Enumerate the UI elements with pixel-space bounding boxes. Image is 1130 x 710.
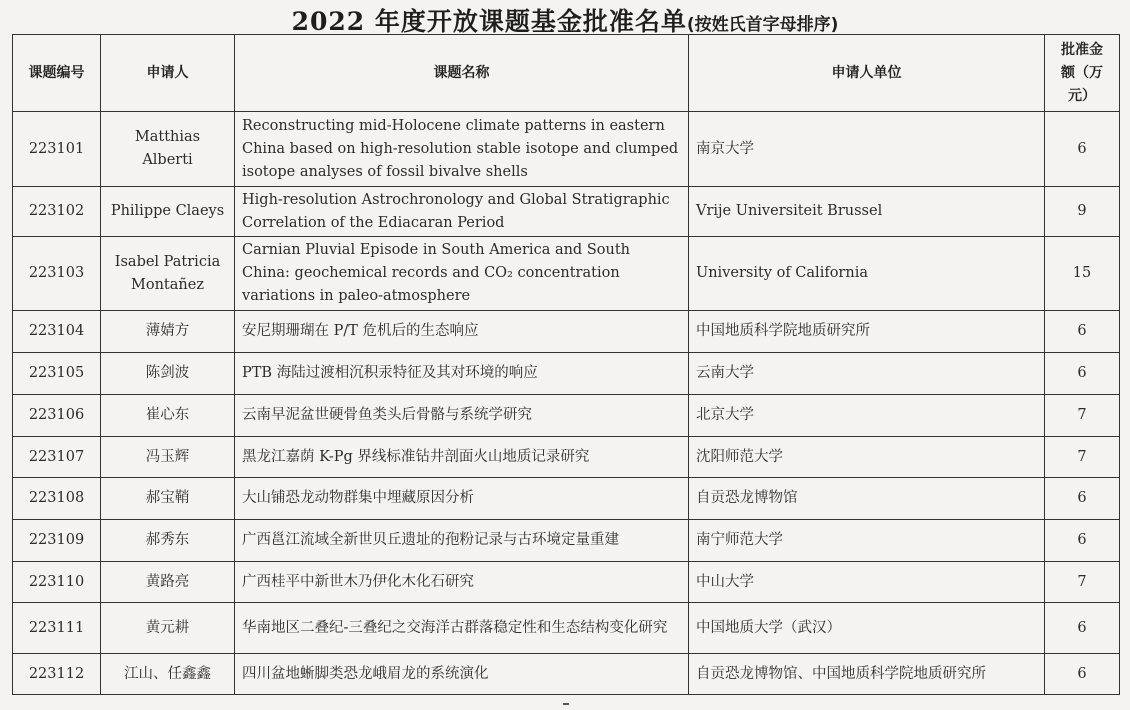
document-title [0,2,1130,38]
cell-applicant-unit: 南宁师范大学 [689,520,1045,562]
cell-project-title: 黑龙江嘉荫 K-Pg 界线标准钻井剖面火山地质记录研究 [235,437,689,478]
cell-approved-amount: 6 [1045,112,1120,187]
cell-applicant-unit: 中国地质大学（武汉） [689,603,1045,654]
header-project-id: 课题编号 [13,35,101,112]
cell-project-id: 223108 [13,478,101,520]
cell-applicant-unit: 自贡恐龙博物馆、中国地质科学院地质研究所 [689,654,1045,695]
cell-applicant: 江山、任鑫鑫 [101,654,235,695]
cell-project-title: 大山铺恐龙动物群集中埋藏原因分析 [235,478,689,520]
table-row [13,562,1120,603]
cell-project-id: 223102 [13,187,101,237]
cell-project-title: Carnian Pluvial Episode in South America and South China: geochemical records and CO₂ concentration variations in paleo-atmosphere [235,237,689,311]
cell-approved-amount: 6 [1045,478,1120,520]
cell-project-title: High-resolution Astrochronology and Global Stratigraphic Correlation of the Ediacaran Period [235,187,689,237]
cell-applicant-unit: Vrije Universiteit Brussel [689,187,1045,237]
table-row [13,395,1120,437]
cell-project-id: 223105 [13,353,101,395]
grant-list-table [12,34,1120,695]
cell-project-id: 223112 [13,654,101,695]
cell-project-id: 223104 [13,311,101,353]
cell-applicant: 冯玉辉 [101,437,235,478]
table-row [13,311,1120,353]
cell-approved-amount: 6 [1045,603,1120,654]
table-row [13,187,1120,237]
cell-project-id: 223109 [13,520,101,562]
table-header-row [13,35,1120,112]
cell-approved-amount: 9 [1045,187,1120,237]
cell-project-id: 223103 [13,237,101,311]
cell-project-id: 223110 [13,562,101,603]
table-row [13,654,1120,695]
cell-approved-amount: 6 [1045,353,1120,395]
cell-project-id: 223107 [13,437,101,478]
table-row [13,603,1120,654]
cell-applicant: 黄元耕 [101,603,235,654]
cell-applicant: Philippe Claeys [101,187,235,237]
cell-approved-amount: 7 [1045,395,1120,437]
cell-applicant: 陈剑波 [101,353,235,395]
cell-project-title: 华南地区二叠纪-三叠纪之交海洋古群落稳定性和生态结构变化研究 [235,603,689,654]
cell-approved-amount: 6 [1045,520,1120,562]
cell-applicant: 黄路亮 [101,562,235,603]
table-row [13,237,1120,311]
table-row [13,478,1120,520]
cell-project-title: 广西邕江流域全新世贝丘遗址的孢粉记录与古环境定量重建 [235,520,689,562]
table-row [13,112,1120,187]
cell-applicant-unit: 南京大学 [689,112,1045,187]
cell-applicant-unit: 北京大学 [689,395,1045,437]
cell-project-id: 223111 [13,603,101,654]
cell-applicant-unit: 自贡恐龙博物馆 [689,478,1045,520]
cell-approved-amount: 7 [1045,437,1120,478]
cell-approved-amount: 6 [1045,654,1120,695]
cell-applicant: 郝宝鞘 [101,478,235,520]
table-row [13,437,1120,478]
cell-project-title: 安尼期珊瑚在 P/T 危机后的生态响应 [235,311,689,353]
cell-project-title: 广西桂平中新世木乃伊化木化石研究 [235,562,689,603]
cell-applicant-unit: 沈阳师范大学 [689,437,1045,478]
table-row [13,353,1120,395]
header-applicant-unit: 申请人单位 [689,35,1045,112]
page-edge-mark [563,703,569,705]
table-row [13,520,1120,562]
header-applicant: 申请人 [101,35,235,112]
cell-applicant-unit: 中国地质科学院地质研究所 [689,311,1045,353]
cell-project-id: 223101 [13,112,101,187]
cell-project-title: PTB 海陆过渡相沉积汞特征及其对环境的响应 [235,353,689,395]
cell-project-id: 223106 [13,395,101,437]
cell-approved-amount: 7 [1045,562,1120,603]
header-project-title: 课题名称 [235,35,689,112]
cell-approved-amount: 15 [1045,237,1120,311]
header-approved-amount: 批准金额（万元） [1045,35,1120,112]
cell-project-title: 四川盆地蜥脚类恐龙峨眉龙的系统演化 [235,654,689,695]
cell-applicant-unit: University of California [689,237,1045,311]
title-main: 2022 年度开放课题基金批准名单 [291,7,687,36]
cell-applicant: Isabel Patricia Montañez [101,237,235,311]
cell-approved-amount: 6 [1045,311,1120,353]
cell-applicant-unit: 云南大学 [689,353,1045,395]
cell-applicant: 郝秀东 [101,520,235,562]
cell-project-title: Reconstructing mid-Holocene climate patterns in eastern China based on high-resolution stable isotope and clumped isotope analyses of fossil bivalve shells [235,112,689,187]
cell-project-title: 云南早泥盆世硬骨鱼类头后骨骼与系统学研究 [235,395,689,437]
cell-applicant: Matthias Alberti [101,112,235,187]
title-subtitle: (按姓氏首字母排序) [686,15,839,35]
cell-applicant: 崔心东 [101,395,235,437]
cell-applicant-unit: 中山大学 [689,562,1045,603]
cell-applicant: 薄婧方 [101,311,235,353]
